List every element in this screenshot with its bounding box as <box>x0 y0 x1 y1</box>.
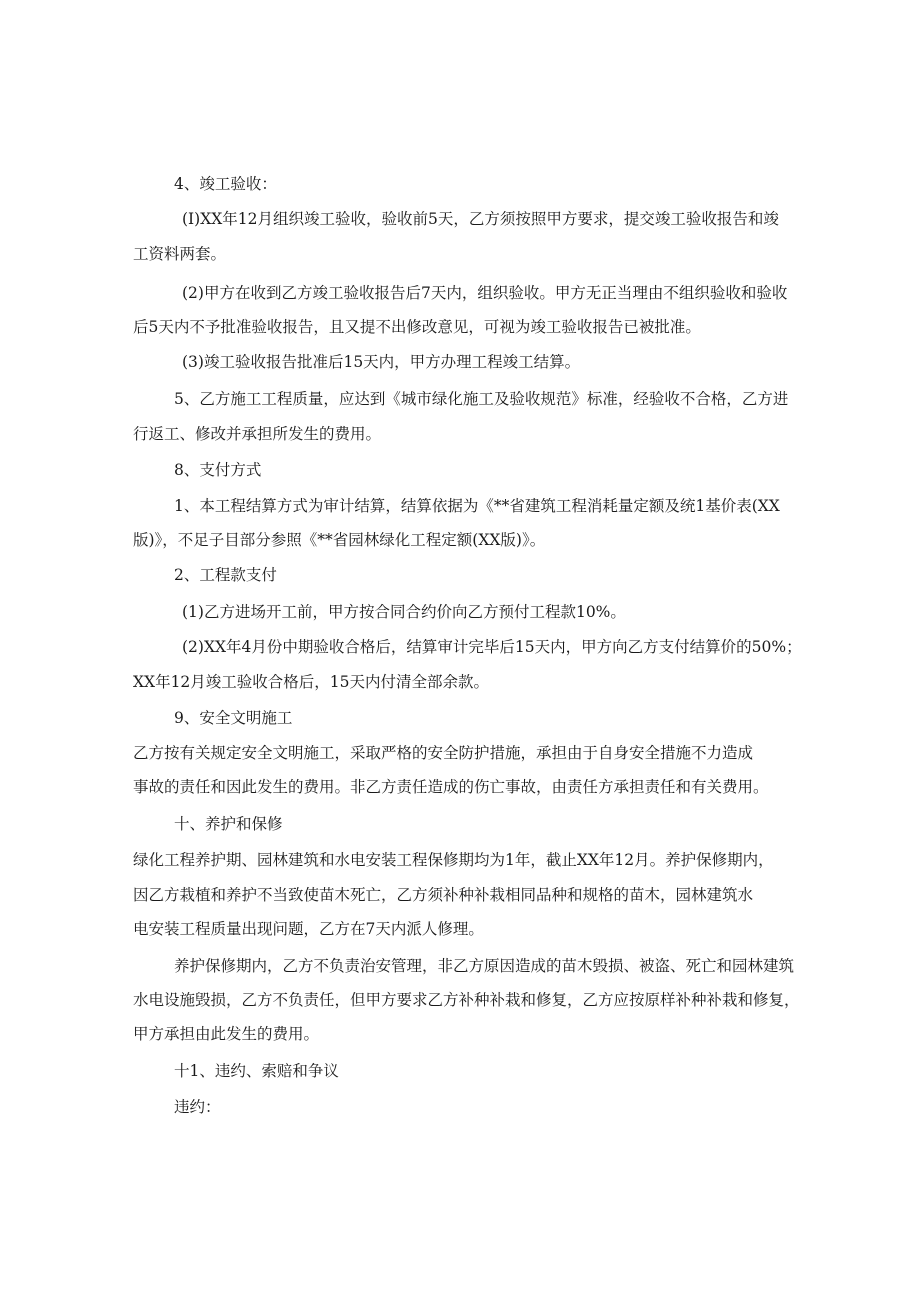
paragraph-line: 乙方按有关规定安全文明施工，采取严格的安全防护措施，承担由于自身安全措施不力造成 <box>133 744 754 762</box>
heading-completion-acceptance: 4、竣工验收： <box>174 175 277 193</box>
paragraph-line: 水电设施毁损，乙方不负责任，但甲方要求乙方补种补栽和修复，乙方应按原样补种补栽和修复， <box>133 991 800 1009</box>
paragraph-line: 行返工、修改并承担所发生的费用。 <box>133 425 382 443</box>
paragraph-line: (2)XX年4月份中期验收合格后，结算审计完毕后15天内，甲方向乙方支付结算价的50%； <box>182 638 802 656</box>
heading-breach-sub: 违约： <box>174 1098 221 1116</box>
paragraph-line: (1)乙方进场开工前，甲方按合同合约价向乙方预付工程款10%。 <box>182 603 626 621</box>
paragraph-line: (I)XX年12月组织竣工验收，验收前5天，乙方须按照甲方要求，提交竣工验收报告和竣 <box>182 210 779 228</box>
paragraph-line: 后5天内不予批准验收报告，且又提不出修改意见，可视为竣工验收报告已被批准。 <box>133 318 701 336</box>
paragraph-line: 版)》，不足子目部分参照《**省园林绿化工程定额(XX版)》。 <box>133 531 546 549</box>
paragraph-line: 养护保修期内，乙方不负责治安管理，非乙方原因造成的苗木毁损、被盗、死亡和园林建筑 <box>174 957 795 975</box>
heading-payment-method: 8、支付方式 <box>174 461 262 479</box>
paragraph-line: (2)甲方在收到乙方竣工验收报告后7天内，组织验收。甲方无正当理由不组织验收和验收 <box>182 284 788 302</box>
paragraph-line: 绿化工程养护期、园林建筑和水电安装工程保修期均为1年，截止XX年12月。养护保修期内， <box>133 851 774 869</box>
paragraph-line: 甲方承担由此发生的费用。 <box>133 1025 320 1043</box>
paragraph-line: 电安装工程质量出现问题，乙方在7天内派人修理。 <box>133 920 484 938</box>
paragraph-line: 事故的责任和因此发生的费用。非乙方责任造成的伤亡事故，由责任方承担责任和有关费用。 <box>133 778 769 796</box>
heading-safety: 9、安全文明施工 <box>174 709 293 727</box>
paragraph-line: 工资料两套。 <box>133 245 227 263</box>
paragraph-line: 因乙方栽植和养护不当致使苗木死亡，乙方须补种补栽相同品种和规格的苗木，园林建筑水 <box>133 886 754 904</box>
heading-maintenance: 十、养护和保修 <box>174 815 283 833</box>
paragraph-line: XX年12月竣工验收合格后，15天内付清全部余款。 <box>133 673 490 691</box>
heading-breach: 十1、违约、索赔和争议 <box>174 1062 339 1080</box>
paragraph-line: (3)竣工验收报告批准后15天内，甲方办理工程竣工结算。 <box>182 353 581 371</box>
paragraph-line: 5、乙方施工工程质量，应达到《城市绿化施工及验收规范》标准，经验收不合格，乙方进 <box>174 390 789 408</box>
paragraph-line: 1、本工程结算方式为审计结算，结算依据为《**省建筑工程消耗量定额及统1基价表(XX <box>174 497 780 515</box>
heading-payment-schedule: 2、工程款支付 <box>174 566 277 584</box>
